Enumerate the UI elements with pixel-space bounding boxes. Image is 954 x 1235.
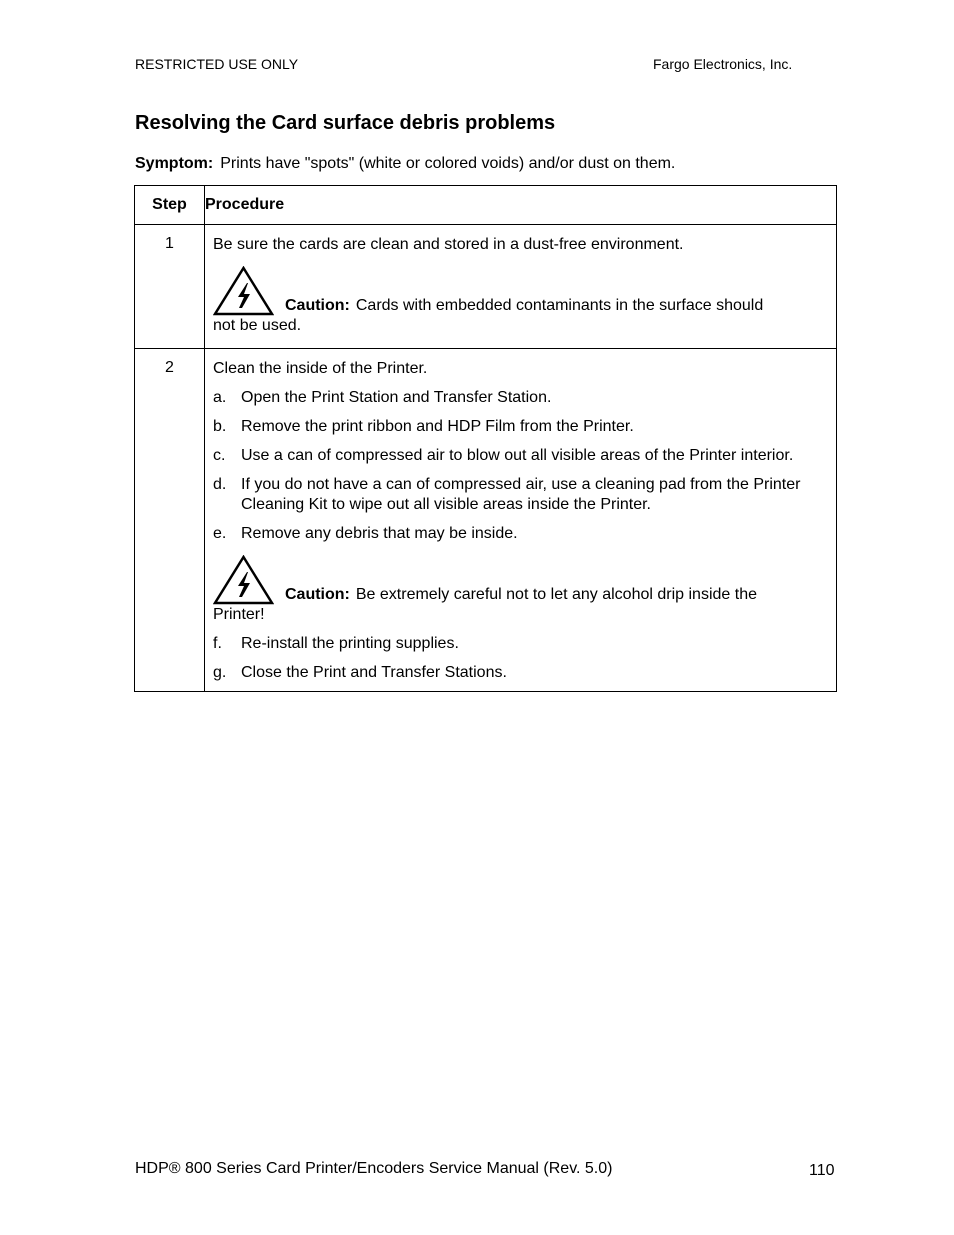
caution-text: Cards with embedded contaminants in the surface should [355,297,764,314]
list-item-text: Re-install the printing supplies. [241,635,459,652]
caution-note [213,555,828,625]
procedure-intro: Clean the inside of the Printer. [213,360,428,377]
footer-manual-title: HDP® 800 Series Card Printer/Encoders Service Manual (Rev. 5.0) [135,1160,613,1177]
caution-text-continued: not be used. [213,317,302,334]
list-item [213,663,828,683]
list-item-letter: f. [213,635,222,652]
list-item [213,475,828,515]
list-item-text: Open the Print Station and Transfer Station. [241,389,552,406]
symptom-line [135,155,675,173]
step-number: 2 [135,349,205,692]
list-item [213,388,828,408]
symptom-text: Prints have "spots" (white or colored voids) and/or dust on them. [220,155,676,172]
list-item-letter: e. [213,525,227,542]
list-item-letter: d. [213,476,227,493]
list-item-letter: c. [213,447,226,464]
header-company-name: Fargo Electronics, Inc. [653,56,793,72]
list-item-text: Remove the print ribbon and HDP Film from the Printer. [241,418,634,435]
list-item-letter: g. [213,664,227,681]
step-column-header: Step [135,186,205,225]
caution-label: Caution: [285,297,350,314]
procedure-cell [205,349,837,692]
list-item-text: Use a can of compressed air to blow out all visible areas of the Printer interior. [241,447,794,464]
caution-label: Caution: [285,586,350,603]
header-restricted-label: RESTRICTED USE ONLY [135,56,299,72]
step-number: 1 [135,225,205,349]
footer-page-number: 110 [809,1162,835,1179]
list-item-text: Close the Print and Transfer Stations. [241,664,507,681]
electrical-hazard-icon [213,266,274,316]
list-item-text: Remove any debris that may be inside. [241,525,518,542]
page-title: Resolving the Card surface debris problems [135,112,556,134]
procedure-table [134,185,837,692]
table-row-step-2 [135,349,837,692]
caution-text: Be extremely careful not to let any alcohol drip inside the [355,586,757,603]
caution-text-continued: Printer! [213,606,265,623]
table-row-step-1 [135,225,837,349]
list-item [213,417,828,437]
procedure-cell [205,225,837,349]
procedure-column-header: Procedure [205,186,837,225]
list-item [213,524,828,544]
electrical-hazard-icon [213,555,274,605]
list-item [213,634,828,654]
caution-note [213,266,828,336]
procedure-text: Be sure the cards are clean and stored in a dust-free environment. [213,236,684,253]
list-item-letter: b. [213,418,227,435]
list-item-text: If you do not have a can of compressed air, use a cleaning pad from the Printer Cleaning Kit to wipe out all visible areas inside the Printer. [241,476,801,513]
list-item-letter: a. [213,389,227,406]
table-header-row [135,186,837,225]
list-item [213,446,828,466]
symptom-label: Symptom: [135,155,214,172]
